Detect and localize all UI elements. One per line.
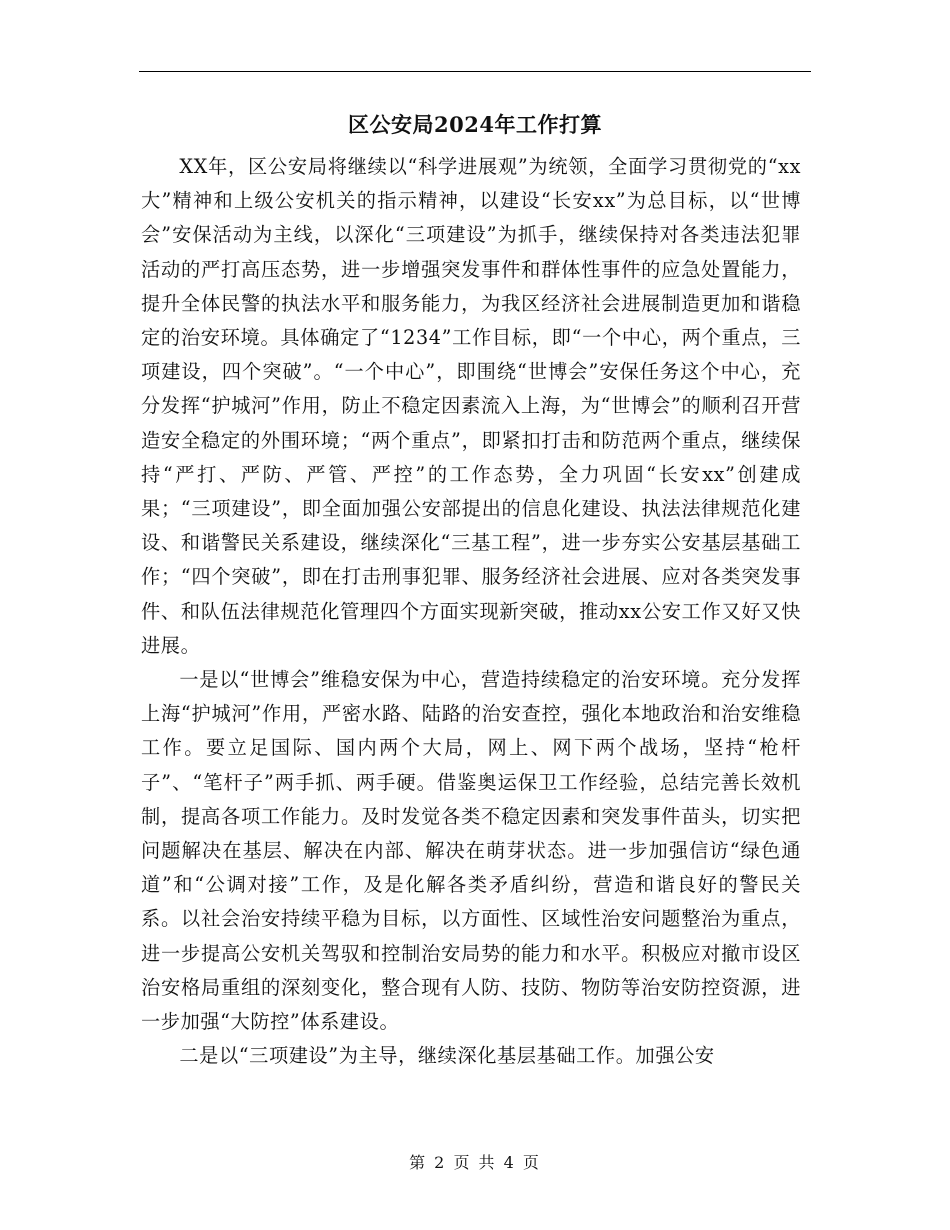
page-number-footer: 第 2 页 共 4 页 [409,1153,541,1172]
header-rule [139,71,811,72]
document-body [141,150,801,1073]
paragraph-intro: XX年，区公安局将继续以“科学进展观”为统领，全面学习贯彻党的“xx大”精神和上级公安机关的指示精神，以建设“长安xx”为总目标，以“世博会”安保活动为主线，以深化“三项建设”为抓手，继续保持对各类违法犯罪活动的严打高压态势，进一步增强突发事件和群体性事件的应急处置能力，提升全体民警的执法水平和服务能力，为我区经济社会进展制造更加和谐稳定的治安环境。具体确定了“1234”工作目标，即“一个中心，两个重点，三项建设，四个突破”。“一个中心”，即围绕“世博会”安保任务这个中心，充分发挥“护城河”作用，防止不稳定因素流入上海，为“世博会”的顺利召开营造安全稳定的外围环境；“两个重点”，即紧扣打击和防范两个重点，继续保持“严打、严防、严管、严控”的工作态势，全力巩固“长安xx”创建成果；“三项建设”，即全面加强公安部提出的信息化建设、执法法律规范化建设、和谐警民关系建设，继续深化“三基工程”，进一步夯实公安基层基础工作；“四个突破”，即在打击刑事犯罪、服务经济社会进展、应对各类突发事件、和队伍法律规范化管理四个方面实现新突破，推动xx公安工作又好又快进展。 [141,155,801,657]
paragraph-point-one: 一是以“世博会”维稳安保为中心，营造持续稳定的治安环境。充分发挥上海“护城河”作用，严密水路、陆路的治安查控，强化本地政治和治安维稳工作。要立足国际、国内两个大局，网上、网下两个战场，坚持“枪杆子”、“笔杆子”两手抓、两手硬。借鉴奥运保卫工作经验，总结完善长效机制，提高各项工作能力。及时发觉各类不稳定因素和突发事件苗头，切实把问题解决在基层、解决在内部、解决在萌芽状态。进一步加强信访“绿色通道”和“公调对接”工作，及是化解各类矛盾纠纷，营造和谐良好的警民关系。以社会治安持续平稳为目标，以方面性、区域性治安问题整治为重点，进一步提高公安机关驾驭和控制治安局势的能力和水平。积极应对撤市设区治安格局重组的深刻变化，整合现有人防、技防、物防等治安防控资源，进一步加强“大防控”体系建设。 [141,668,801,1034]
document-title: 区公安局2024年工作打算 [348,112,602,137]
paragraph-point-two: 二是以“三项建设”为主导，继续深化基层基础工作。加强公安 [179,1044,715,1068]
